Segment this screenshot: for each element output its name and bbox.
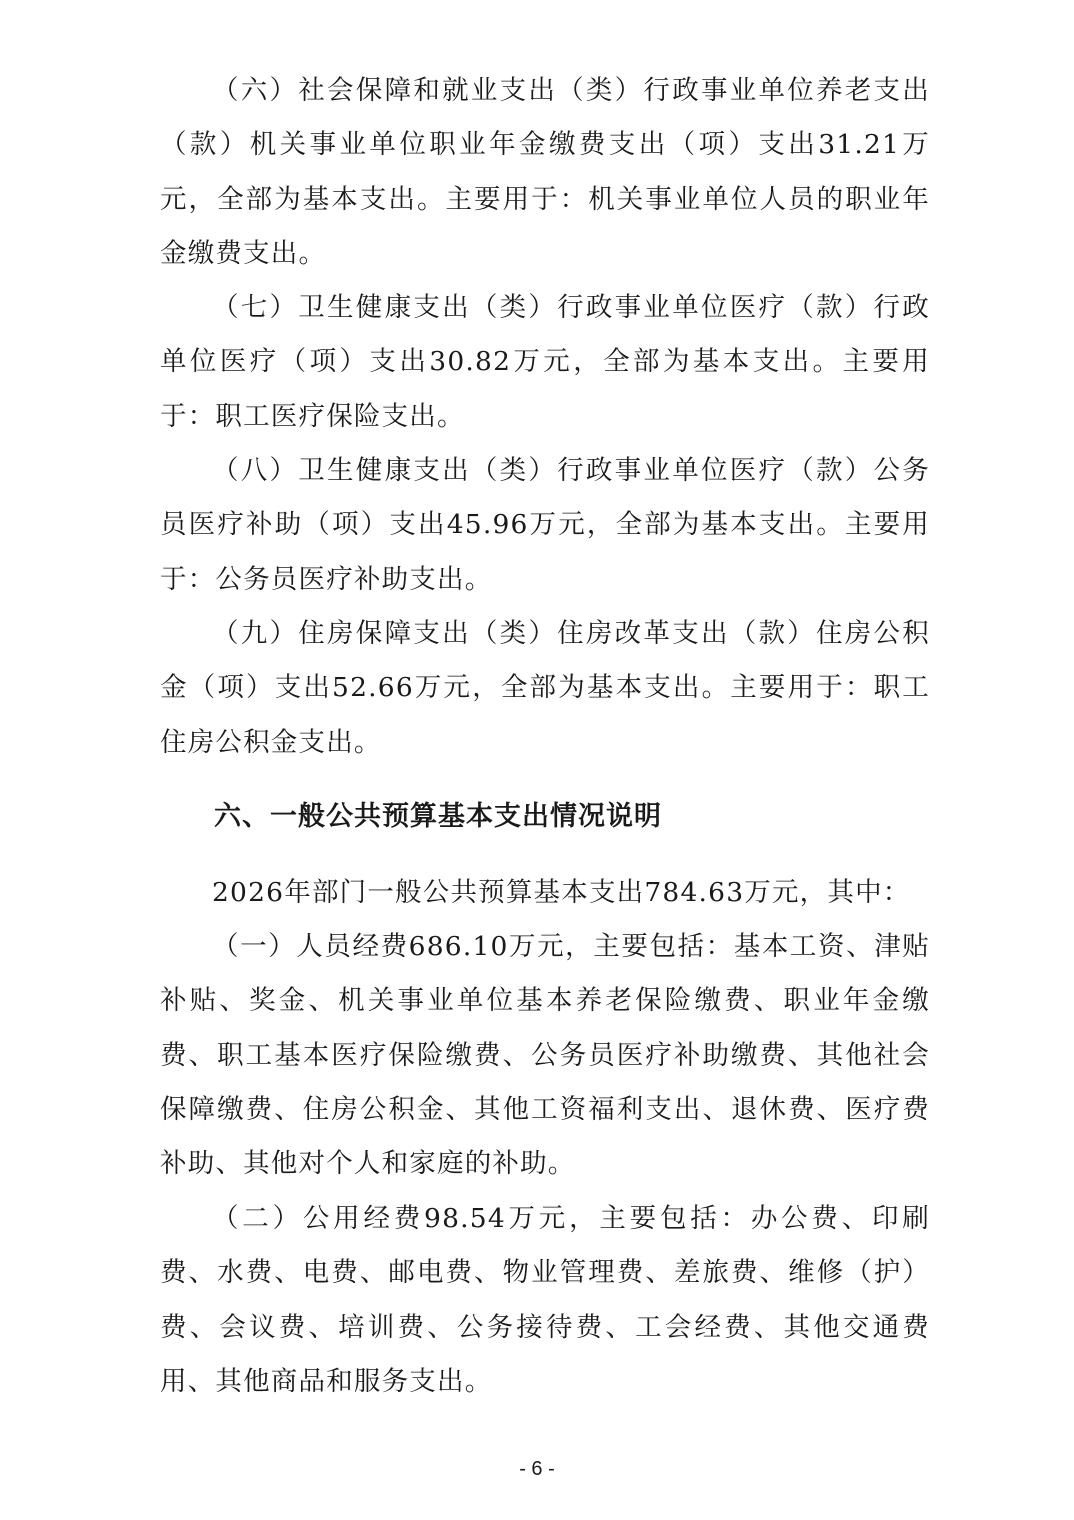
- paragraph-basic-expenditure-total: 2026年部门一般公共预算基本支出784.63万元，其中：: [212, 877, 911, 908]
- paragraph-personnel-expenses: （一）人员经费686.10万元，主要包括：基本工资、津贴补贴、奖金、机关事业单位基本养老保险缴费、职业年金缴费、职工基本医疗保险缴费、公务员医疗补助缴费、其他社会保障缴费、住房公积金、其他工资福利支出、退休费、医疗费补助、其他对个人和家庭的补助。: [160, 931, 930, 1180]
- paragraph-public-expenses: （二）公用经费98.54万元，主要包括：办公费、印刷费、水费、电费、邮电费、物业管理费、差旅费、维修（护）费、会议费、培训费、公务接待费、工会经费、其他交通费用、其他商品和服务支出。: [160, 1203, 930, 1397]
- page-number: - 6 -: [519, 1458, 555, 1480]
- section-heading: 六、一般公共预算基本支出情况说明: [214, 801, 662, 832]
- paragraph-administrative-medical: （七）卫生健康支出（类）行政事业单位医疗（款）行政单位医疗（项）支出30.82万元，全部为基本支出。主要用于：职工医疗保险支出。: [160, 292, 930, 432]
- paragraph-civil-servant-medical-subsidy: （八）卫生健康支出（类）行政事业单位医疗（款）公务员医疗补助（项）支出45.96万元，全部为基本支出。主要用于：公务员医疗补助支出。: [160, 455, 930, 595]
- paragraph-housing-provident-fund: （九）住房保障支出（类）住房改革支出（款）住房公积金（项）支出52.66万元，全部为基本支出。主要用于：职工住房公积金支出。: [160, 618, 930, 758]
- paragraph-pension-annuity: （六）社会保障和就业支出（类）行政事业单位养老支出（款）机关事业单位职业年金缴费支出（项）支出31.21万元，全部为基本支出。主要用于：机关事业单位人员的职业年金缴费支出。: [160, 75, 930, 269]
